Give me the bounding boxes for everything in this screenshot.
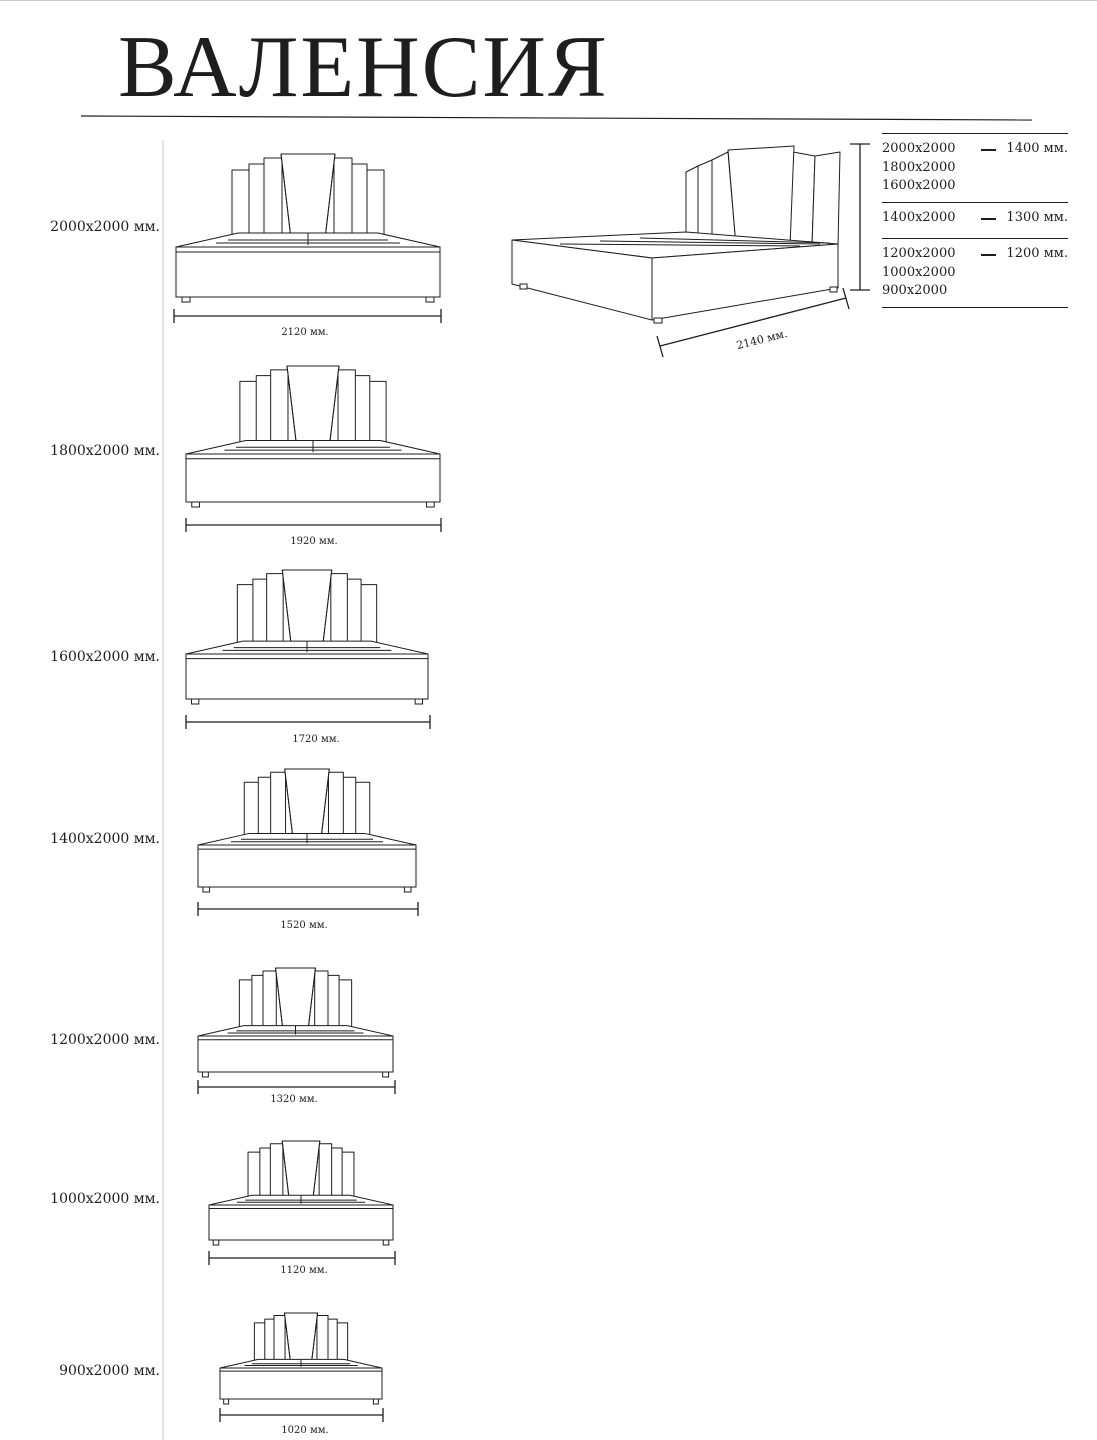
bed-foot bbox=[192, 699, 199, 704]
height-size: 2000х2000 bbox=[882, 141, 956, 156]
headboard-panel-left bbox=[274, 1315, 285, 1363]
height-size: 900х2000 bbox=[882, 283, 948, 298]
size-label-1600: 1600х2000 мм. bbox=[50, 649, 160, 665]
headboard-panel-right bbox=[337, 1323, 348, 1363]
height-size: 1600х2000 bbox=[882, 178, 956, 193]
bed-foot bbox=[182, 297, 190, 302]
headboard-panel-right bbox=[366, 170, 384, 239]
dimension-tick bbox=[657, 336, 663, 357]
bed-foot bbox=[373, 1399, 378, 1404]
size-label-900: 900х2000 мм. bbox=[59, 1363, 160, 1379]
bed-foot bbox=[202, 1072, 208, 1077]
perspective-headboard-center bbox=[728, 146, 794, 246]
perspective-foot bbox=[520, 284, 527, 289]
headboard-panel-left bbox=[237, 585, 254, 647]
headboard-panel-left bbox=[239, 980, 252, 1030]
headboard-panel-left bbox=[240, 381, 257, 446]
height-size: 1000х2000 bbox=[882, 264, 956, 280]
width-dim-1200: 1320 мм. bbox=[270, 1094, 318, 1105]
page-title: ВАЛЕНСИЯ bbox=[118, 19, 609, 116]
bed-base bbox=[209, 1205, 393, 1240]
bed-foot bbox=[192, 502, 200, 507]
size-label-1400: 1400х2000 мм. bbox=[50, 831, 160, 847]
headboard-panel-right bbox=[319, 1144, 332, 1200]
height-group-1300 bbox=[882, 202, 1068, 238]
height-size: 1200х2000 bbox=[882, 246, 956, 261]
width-dim-1600: 1720 мм. bbox=[292, 734, 340, 745]
size-label-1000: 1000х2000 мм. bbox=[50, 1191, 160, 1207]
headboard-panel-left bbox=[264, 158, 282, 239]
bed-foot bbox=[415, 699, 422, 704]
headboard-panel-left bbox=[271, 772, 286, 838]
headboard-panel-left bbox=[267, 574, 284, 647]
headboard-panel-left bbox=[263, 971, 276, 1030]
bed-foot bbox=[383, 1072, 389, 1077]
height-group-1200 bbox=[882, 238, 1068, 308]
headboard-panel-left bbox=[248, 1152, 261, 1199]
perspective-foot bbox=[654, 318, 662, 323]
headboard-panel-right bbox=[315, 971, 328, 1030]
bed-base bbox=[186, 454, 440, 502]
headboard-panel-right bbox=[338, 980, 351, 1030]
perspective-foot bbox=[830, 287, 837, 292]
bed-foot bbox=[426, 297, 434, 302]
headboard-panel-right bbox=[331, 574, 348, 647]
headboard-panel-left bbox=[244, 782, 259, 838]
width-dim-900: 1020 мм. bbox=[281, 1425, 329, 1436]
headboard-panel-right bbox=[338, 370, 355, 446]
headboard-panel-left bbox=[271, 370, 288, 446]
headboard-panel-left bbox=[254, 1323, 265, 1363]
bed-foot bbox=[203, 887, 210, 892]
bed-base bbox=[186, 654, 428, 699]
headboard-panel-right bbox=[334, 158, 352, 239]
headboard-panel-right bbox=[360, 585, 377, 647]
height-value: 1200 мм. bbox=[1006, 245, 1068, 264]
headboard-panel-right bbox=[355, 782, 370, 838]
height-value: 1400 мм. bbox=[1006, 140, 1068, 159]
size-label-1200: 1200х2000 мм. bbox=[50, 1032, 160, 1048]
size-label-1800: 1800х2000 мм. bbox=[50, 443, 160, 459]
perspective-headboard-panel bbox=[790, 152, 815, 246]
perspective-side-front bbox=[652, 244, 838, 320]
bed-foot bbox=[404, 887, 411, 892]
headboard-panel-right bbox=[341, 1152, 354, 1199]
width-dim-1000: 1120 мм. bbox=[280, 1265, 328, 1276]
bed-base bbox=[198, 845, 416, 887]
title-rule bbox=[81, 116, 1032, 120]
width-dim-1800: 1920 мм. bbox=[290, 536, 338, 547]
height-size: 1800х2000 bbox=[882, 159, 956, 175]
bed-base bbox=[176, 247, 440, 297]
headboard-panel-left bbox=[270, 1144, 283, 1200]
bed-base bbox=[220, 1368, 382, 1399]
length-dim: 2140 мм. bbox=[735, 326, 789, 353]
headboard-panel-left bbox=[232, 170, 250, 239]
bed-foot bbox=[383, 1240, 389, 1245]
bed-foot bbox=[427, 502, 435, 507]
bed-foot bbox=[213, 1240, 219, 1245]
bed-base bbox=[198, 1036, 393, 1072]
size-label-2000: 2000х2000 мм. bbox=[50, 219, 160, 235]
perspective-headboard-panel bbox=[812, 152, 840, 246]
bed-foot bbox=[224, 1399, 229, 1404]
width-dim-2000: 2120 мм. bbox=[281, 327, 329, 338]
headboard-panel-right bbox=[317, 1315, 328, 1363]
headboard-panel-right bbox=[369, 381, 386, 446]
width-dim-1400: 1520 мм. bbox=[280, 920, 328, 931]
headboard-panel-right bbox=[328, 772, 343, 838]
height-size: 1400х2000 bbox=[882, 210, 956, 225]
height-table bbox=[882, 133, 1068, 308]
height-group-1400 bbox=[882, 133, 1068, 202]
height-value: 1300 мм. bbox=[1006, 209, 1068, 228]
